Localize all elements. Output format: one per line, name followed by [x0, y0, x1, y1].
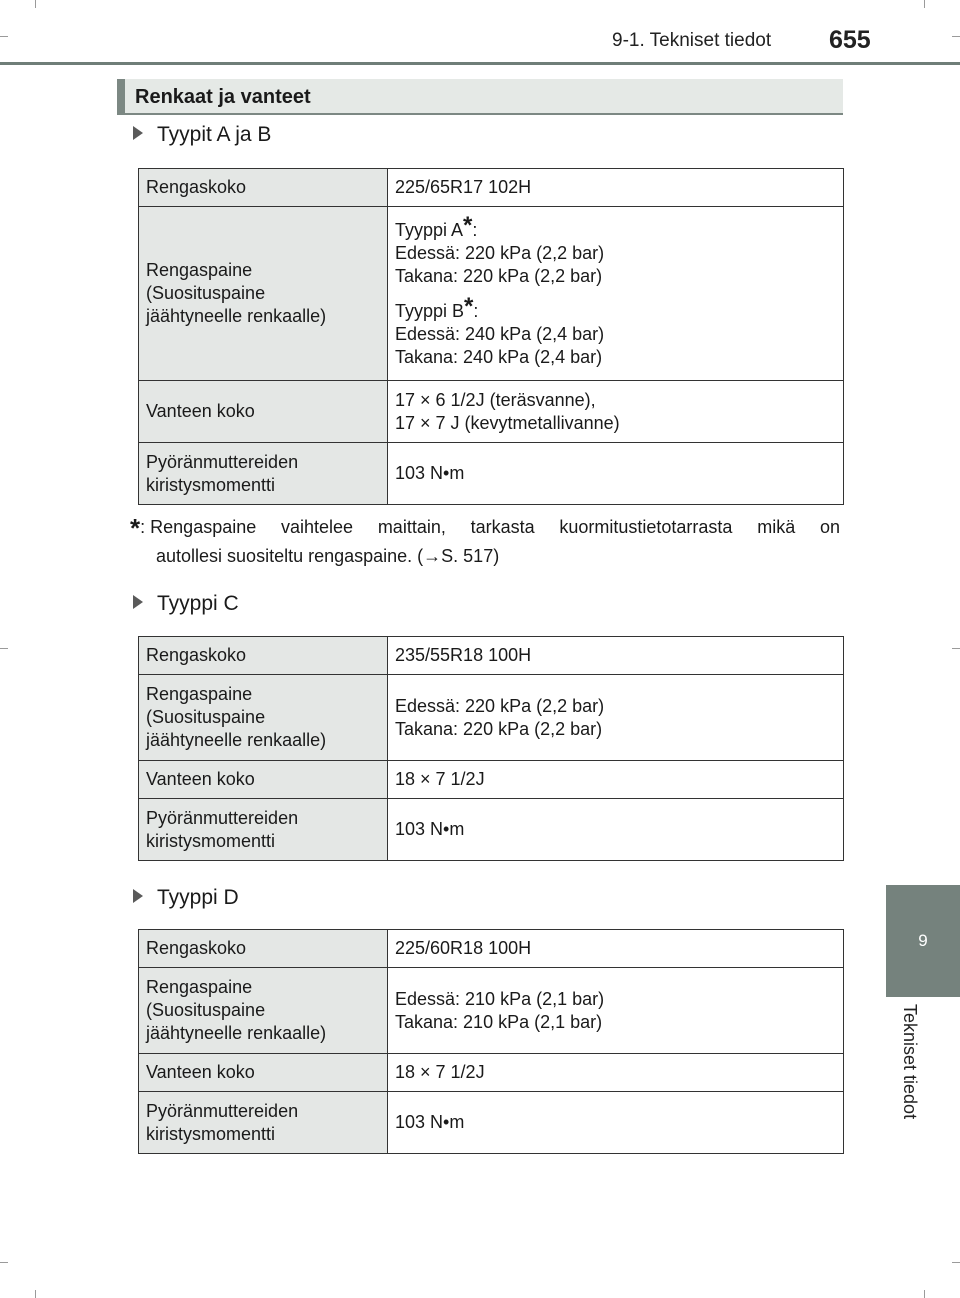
table-row	[139, 761, 844, 799]
crop-mark	[0, 36, 8, 37]
crop-mark	[952, 36, 960, 37]
rim-size-line: 17 × 7 J (kevytmetallivanne)	[395, 412, 620, 433]
torque-label-line: Pyöränmuttereiden	[146, 451, 299, 472]
chapter-title: Tekniset tiedot	[900, 1004, 920, 1120]
table-row	[139, 1092, 844, 1154]
footnote-word: on	[819, 517, 840, 537]
table-row	[139, 443, 844, 505]
torque-label-line: Pyöränmuttereiden	[146, 807, 299, 828]
tire-size-value: 235/55R18 100H	[388, 637, 844, 675]
torque-label-line: kiristysmomentti	[146, 1123, 276, 1144]
triangle-bullet-icon	[133, 126, 143, 140]
torque-value: 103 N•m	[388, 443, 844, 505]
pressure-label-line: (Suosituspaine	[146, 1000, 266, 1020]
footnote-line: autollesi suositeltu rengaspaine. (→S. 517)	[156, 546, 500, 566]
rim-size-label: Vanteen koko	[139, 761, 388, 799]
table-row	[139, 675, 844, 761]
crop-mark	[924, 0, 925, 8]
page-number: 655	[829, 26, 871, 54]
section-header	[117, 79, 843, 115]
tire-size-value: 225/60R18 100H	[388, 930, 844, 968]
spec-table-type-c	[138, 636, 844, 861]
table-row	[139, 637, 844, 675]
asterisk-marker: *	[463, 211, 473, 239]
tire-size-label: Rengaskoko	[139, 930, 388, 968]
subheading-type-d	[133, 886, 239, 910]
table-row	[139, 169, 844, 207]
subheading-text: Tyyppi C	[157, 592, 239, 615]
torque-value: 103 N•m	[388, 799, 844, 861]
footnote-line	[130, 513, 840, 542]
footnote-word: Rengaspaine	[150, 517, 257, 537]
crop-mark	[924, 1290, 925, 1298]
spec-table-types-a-b	[138, 168, 844, 505]
pressure-rear: Takana: 220 kPa (2,2 bar)	[395, 718, 603, 739]
pressure-label	[139, 968, 388, 1054]
crop-mark	[0, 1262, 8, 1263]
asterisk-marker: *	[130, 513, 141, 543]
footnote-lead	[130, 513, 256, 542]
subheading-text: Tyyppi D	[157, 886, 239, 909]
tire-size-label: Rengaskoko	[139, 169, 388, 207]
table-row	[139, 930, 844, 968]
pressure-label-line: Rengaspaine	[146, 260, 253, 280]
type-b-heading	[395, 292, 836, 323]
rim-size-label: Vanteen koko	[139, 1054, 388, 1092]
chapter-number: 9	[918, 931, 928, 950]
triangle-bullet-icon	[133, 889, 143, 903]
pressure-label-line: jäähtyneelle renkaalle)	[146, 306, 327, 326]
footnote-word: maittain,	[377, 517, 446, 537]
type-a-heading	[395, 211, 836, 242]
pressure-label-line: jäähtyneelle renkaalle)	[146, 730, 327, 750]
footnote-word: kuormitustietotarrasta	[559, 517, 733, 537]
table-row	[139, 1054, 844, 1092]
rim-size-value: 18 × 7 1/2J	[388, 761, 844, 799]
pressure-value	[388, 675, 844, 761]
triangle-bullet-icon	[133, 595, 143, 609]
crop-mark	[952, 1262, 960, 1263]
chapter-tab	[886, 885, 960, 997]
footnote-word: tarkasta	[470, 517, 535, 537]
footnote-word: mikä	[757, 517, 796, 537]
crop-mark	[35, 1290, 36, 1298]
header-divider	[0, 62, 960, 65]
tire-size-label: Rengaskoko	[139, 637, 388, 675]
footnote-word: :	[140, 517, 146, 537]
type-a-label: Tyyppi A	[395, 219, 464, 240]
torque-label-line: Pyöränmuttereiden	[146, 1100, 299, 1121]
rim-size-line: 17 × 6 1/2J (teräsvanne),	[395, 389, 596, 410]
type-b-rear: Takana: 240 kPa (2,4 bar)	[395, 346, 603, 367]
type-b-label: Tyyppi B	[395, 300, 465, 321]
section-title: Renkaat ja vanteet	[135, 86, 311, 108]
spacer	[395, 288, 836, 300]
pressure-label-line: (Suosituspaine	[146, 283, 266, 303]
pressure-value	[388, 207, 844, 381]
rim-size-value	[388, 381, 844, 443]
crop-mark	[0, 648, 8, 649]
table-row	[139, 207, 844, 381]
type-a-rear: Takana: 220 kPa (2,2 bar)	[395, 265, 603, 286]
rim-size-value: 18 × 7 1/2J	[388, 1054, 844, 1092]
pressure-front: Edessä: 210 kPa (2,1 bar)	[395, 988, 605, 1009]
torque-label	[139, 799, 388, 861]
type-a-front: Edessä: 220 kPa (2,2 bar)	[395, 242, 605, 263]
pressure-rear: Takana: 210 kPa (2,1 bar)	[395, 1011, 603, 1032]
pressure-label-line: Rengaspaine	[146, 977, 253, 997]
subheading-text: Tyypit A ja B	[157, 123, 272, 146]
pressure-label-line: jäähtyneelle renkaalle)	[146, 1023, 327, 1043]
torque-label-line: kiristysmomentti	[146, 830, 276, 851]
subheading-types-a-b	[133, 123, 271, 147]
table-row	[139, 381, 844, 443]
subheading-type-c	[133, 592, 239, 616]
crop-mark	[952, 648, 960, 649]
pressure-value	[388, 968, 844, 1054]
pressure-label-line: (Suosituspaine	[146, 707, 266, 727]
type-b-front: Edessä: 240 kPa (2,4 bar)	[395, 323, 605, 344]
spec-table-type-d	[138, 929, 844, 1154]
tire-size-value: 225/65R17 102H	[388, 169, 844, 207]
pressure-label	[139, 207, 388, 381]
pressure-label-line: Rengaspaine	[146, 684, 253, 704]
header-section-title: 9-1. Tekniset tiedot	[612, 30, 772, 51]
footnote-word: vaihtelee	[281, 517, 354, 537]
torque-label	[139, 443, 388, 505]
colon: :	[472, 219, 478, 240]
table-row	[139, 799, 844, 861]
rim-size-label: Vanteen koko	[139, 381, 388, 443]
torque-label-line: kiristysmomentti	[146, 474, 276, 495]
pressure-front: Edessä: 220 kPa (2,2 bar)	[395, 695, 605, 716]
torque-label	[139, 1092, 388, 1154]
crop-mark	[35, 0, 36, 8]
torque-value: 103 N•m	[388, 1092, 844, 1154]
pressure-label	[139, 675, 388, 761]
asterisk-marker: *	[464, 292, 474, 320]
colon: :	[473, 300, 479, 321]
footnote	[130, 513, 840, 570]
table-row	[139, 968, 844, 1054]
